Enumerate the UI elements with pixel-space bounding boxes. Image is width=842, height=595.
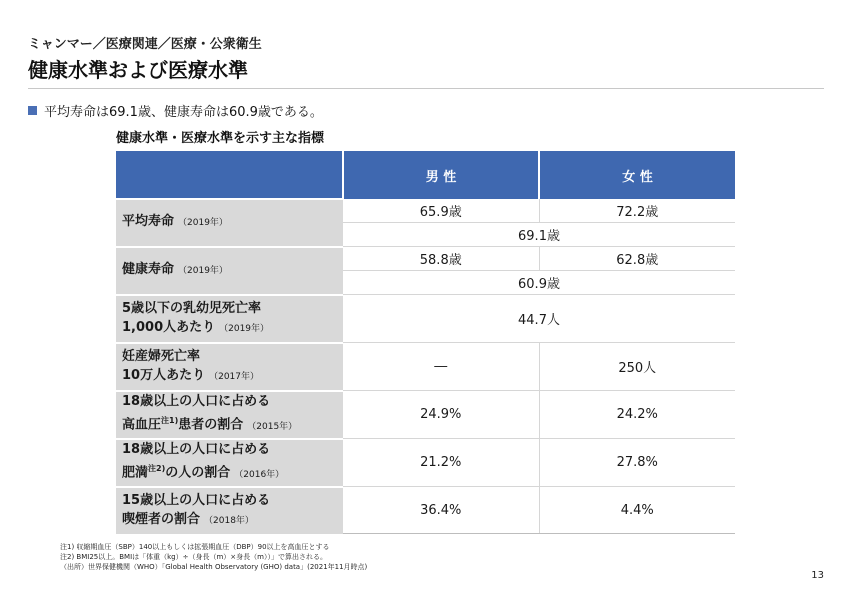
header-female: 女 性	[539, 151, 735, 199]
obesity-female: 27.8%	[539, 439, 735, 487]
breadcrumb: ミャンマー／医療関連／医療・公衆衛生	[28, 37, 262, 52]
row-label-healthy-life: 健康寿命 （2019年）	[116, 247, 343, 295]
smoking-female: 4.4%	[539, 487, 735, 534]
title-divider	[28, 88, 824, 89]
source-note: （出所）世界保健機関（WHO）「Global Health Observatory (GHO) data」(2021年11月時点)	[60, 563, 368, 571]
row-label-hypertension: 18歳以上の人口に占める 高血圧$^{注1)}$患者の割合 （2015年）	[116, 391, 343, 439]
bullet-square-icon	[28, 106, 37, 115]
healthy-life-male: 58.8歳	[343, 247, 539, 271]
page-number: 13	[811, 570, 824, 581]
life-expectancy-male: 65.9歳	[343, 199, 539, 223]
hypertension-female: 24.2%	[539, 391, 735, 439]
table-header-row	[116, 151, 735, 199]
row-label-life-expectancy: 平均寿命 （2019年）	[116, 199, 343, 247]
table-row	[116, 247, 735, 271]
summary-text: 平均寿命は69.1歳、健康寿命は60.9歳である。	[44, 105, 323, 120]
obesity-male: 21.2%	[343, 439, 539, 487]
infant-mortality-total: 44.7人	[343, 295, 735, 343]
footnotes	[60, 542, 367, 572]
summary-bullet	[28, 101, 323, 120]
footnote-2: 注2) BMI25以上。BMIは「体重（kg）÷（身長（m）×身長（m））」で算出される。	[60, 553, 327, 561]
table-row	[116, 391, 735, 439]
life-expectancy-female: 72.2歳	[539, 199, 735, 223]
footnote-1: 注1) 収縮期血圧（SBP）140以上もしくは拡張期血圧（DBP）90以上を高血圧とする	[60, 543, 330, 551]
row-label-maternal-mortality: 妊産婦死亡率 10万人あたり （2017年）	[116, 343, 343, 391]
table-row	[116, 199, 735, 223]
hypertension-male: 24.9%	[343, 391, 539, 439]
healthy-life-total: 60.9歳	[343, 271, 735, 295]
life-expectancy-total: 69.1歳	[343, 223, 735, 247]
smoking-male: 36.4%	[343, 487, 539, 534]
table-row	[116, 487, 735, 534]
header-male: 男 性	[343, 151, 539, 199]
maternal-mortality-male: ―	[343, 343, 539, 391]
row-label-infant-mortality: 5歳以下の乳幼児死亡率 1,000人あたり （2019年）	[116, 295, 343, 343]
row-label-smoking: 15歳以上の人口に占める 喫煙者の割合 （2018年）	[116, 487, 343, 534]
table-caption: 健康水準・医療水準を示す主な指標	[116, 131, 325, 146]
row-label-obesity: 18歳以上の人口に占める 肥満$^{注2)}$の人の割合 （2016年）	[116, 439, 343, 487]
header-blank-cell	[116, 151, 343, 199]
table-row	[116, 343, 735, 391]
indicator-table	[116, 151, 735, 534]
page-title: 健康水準および医療水準	[28, 58, 248, 82]
table-row	[116, 295, 735, 343]
maternal-mortality-female: 250人	[539, 343, 735, 391]
healthy-life-female: 62.8歳	[539, 247, 735, 271]
table-row	[116, 439, 735, 487]
